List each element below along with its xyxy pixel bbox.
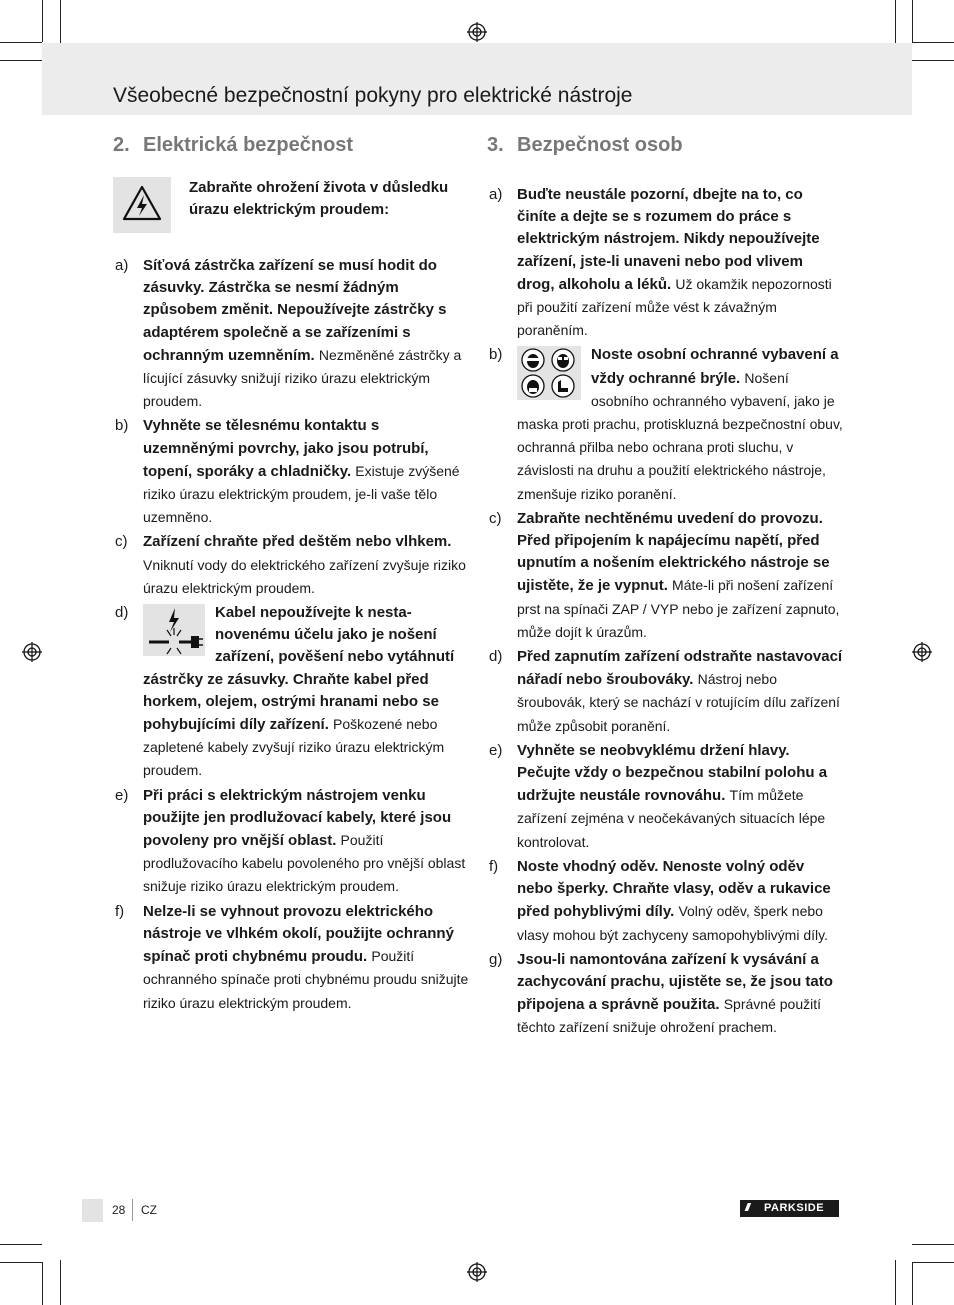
registration-mark-icon [467, 1262, 487, 1282]
list-item: f) Nelze-li se vyhnout provozu elektrického nástroje ve vlhkém okolí, použijte ochranný spínač proti chybnému proudu. Použití ochranného spínače proti chybnému proudu snižujte riziko úrazu elektrickým proudem. [115, 902, 469, 1011]
crop-mark [912, 1262, 913, 1305]
crop-mark [60, 0, 61, 45]
crop-mark [42, 0, 43, 42]
crop-mark [912, 1244, 954, 1245]
list-item: d) Před zapnutím zařízení odstraňte nastavovací nářadí nebo šroubováky. Nástroj nebo šroubovák, který se nachází v rotujícím dílu zařízení může způsobit poranění. [489, 648, 843, 734]
list-item: f) Noste vhodný oděv. Nenoste volný oděv nebo šperky. Chraňte vlasy, oděv a rukavice před pohyblivými díly. Volný oděv, šperk nebo vlasy mohou být zachyceny samopohyblivými díly. [489, 857, 831, 943]
warning-text: Zabraňte ohrožení života v důsledku úrazu elektrickým proudem: [189, 179, 449, 219]
protective-equipment-icon [517, 346, 581, 400]
list-item: a) Síťová zástrčka zařízení se musí hodit do zásuvky. Zástrčka se nesmí žádným způsobem změnit. Nepoužívejte zástrčky s adaptérem společně a se zařízeními s ochranným uzemněním. Nezměněné zástrčky a lícující zásuvky snižují riziko úrazu elektrickým proudem. [115, 257, 462, 410]
section-heading: 2. Elektrická bezpečnost [113, 134, 354, 156]
list-item: b) Noste osobní ochranné vybavení a vždy ochranné brýle. Nošení osobního ochranného vybavení, jako je maska proti prachu, protiskluzná bezpečnostní obuv, ochranná přilba nebo ochrana proti sluchu, v závislosti na druhu a použití elektrického nástroje, zmenšuje riziko poranění. [489, 346, 843, 502]
list-item: g) Jsou-li namontována zařízení k vysávání a zachycování prachu, ujistěte se, že jsou tato připojena a správně použita. Správné použití těchto zařízení snižuje ohrožení prachem. [489, 950, 833, 1036]
footer-divider [132, 1199, 133, 1221]
list-item: c) Zabraňte nechtěnému uvedení do provozu. Před připojením k napájecímu napětí, před upnutím a nošením elektrického nástroje se ujistěte, že je vypnut. Máte-li při nošení zařízení prst na spínači ZAP / VYP nebo je zařízení zapnuto, může dojít k úrazům. [489, 509, 840, 640]
parkside-logo: /// PARKSIDE [740, 1200, 839, 1217]
section-electrical-safety [113, 132, 469, 1017]
crop-mark [60, 1260, 61, 1305]
list-item: e) Vyhněte se neobvyklému držení hlavy. Pečujte vždy o bezpečnou stabilní polohu a udržujte neustále rovnováhu. Tím můžete zařízení zejména v neočekávaných situacích lépe kontrolovat. [489, 741, 828, 850]
crop-mark [912, 0, 913, 42]
language-code: CZ [141, 1203, 157, 1217]
page-title: Všeobecné bezpečnostní pokyny pro elektrické nástroje [113, 84, 633, 107]
warning-box [113, 177, 469, 233]
damaged-cable-icon [143, 604, 205, 656]
crop-mark [42, 1262, 43, 1305]
crop-mark [0, 60, 42, 61]
list-item: d) Kabel nepoužívejte k nestanovenému účelu jako je nošení zařízení, pověšení nebo vytáhnutí zástrčky ze zásuvky. Chraňte kabel před horkem, olejem, ostrými hranami nebo se pohybujícími díly zařízení. Poškozené nebo zapletené kabely zvyšují riziko úrazu elektrickým proudem. [115, 604, 455, 779]
list-item: e) Při práci s elektrickým nástrojem venku použijte jen prodlužovací kabely, které jsou povoleny pro vnější oblast. Použití prodlužovacího kabelu povoleného pro vnější oblast snižuje riziko úrazu elektrickým proudem. [115, 786, 466, 895]
list-item: a) Buďte neustále pozorní, dbejte na to, co činíte a dejte se s rozumem do práce s elektrickým nástrojem. Nikdy nepoužívejte zařízení, jste-li unaveni nebo pod vlivem drog, alkoholu a léků. Už okamžik nepozornosti při použití zařízení může vést k závažným poraněním. [489, 186, 832, 339]
page-number: 28 [112, 1203, 126, 1217]
list-item: b) Vyhněte se tělesnému kontaktu s uzemněnými povrchy, jako jsou potrubí, topení, sporáky a chladničky. Existuje zvýšené riziko úrazu elektrickým proudem, je-li vaše tělo uzemněno. [115, 417, 460, 526]
registration-mark-icon [467, 22, 487, 42]
crop-mark [912, 42, 954, 43]
list-item: c) Zařízení chraňte před deštěm nebo vlhkem. Vniknutí vody do elektrického zařízení zvyšuje riziko úrazu elektrickým proudem. [115, 533, 466, 596]
crop-mark [0, 1244, 42, 1245]
crop-mark [0, 1262, 42, 1263]
crop-mark [895, 0, 896, 45]
section-personal-safety [487, 132, 843, 1042]
crop-mark [912, 1262, 954, 1263]
registration-mark-icon [912, 642, 932, 662]
crop-mark [0, 42, 42, 43]
footer-marker [82, 1199, 103, 1222]
section-heading: 3. Bezpečnost osob [487, 134, 683, 156]
crop-mark [912, 60, 954, 61]
high-voltage-warning-icon [113, 177, 171, 233]
crop-mark [895, 1260, 896, 1305]
registration-mark-icon [22, 642, 42, 662]
